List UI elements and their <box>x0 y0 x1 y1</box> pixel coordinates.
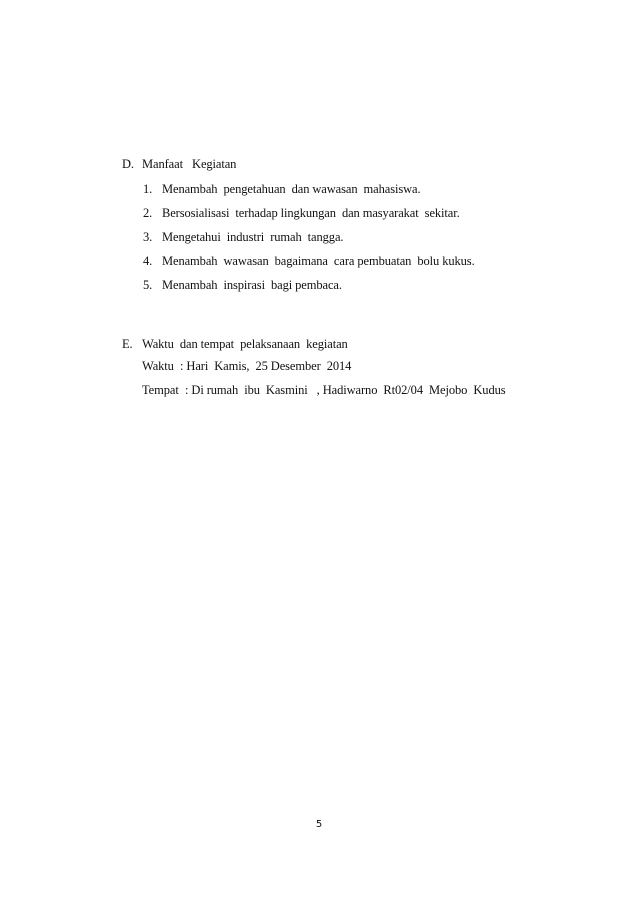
list-item <box>143 205 460 221</box>
detail-value: : Hari Kamis, 25 Desember 2014 <box>180 359 352 373</box>
list-item-number: 1. <box>143 182 153 196</box>
list-item <box>143 181 421 197</box>
section-d-heading: Manfaat Kegiatan <box>142 157 237 171</box>
section-d-heading-line <box>122 156 236 172</box>
list-item <box>143 277 342 293</box>
detail-value: : Di rumah ibu Kasmini , Hadiwarno Rt02/04 Mejobo Kudus <box>185 383 506 397</box>
section-e-heading: Waktu dan tempat pelaksanaan kegiatan <box>142 337 348 351</box>
page-number: 5 <box>315 819 323 830</box>
list-item-number: 4. <box>143 254 153 268</box>
list-item-number: 2. <box>143 206 153 220</box>
list-item <box>143 229 343 245</box>
detail-label: Waktu <box>142 359 174 373</box>
section-e-heading-line <box>122 336 348 352</box>
list-item-number: 5. <box>143 278 153 292</box>
list-item <box>143 253 475 269</box>
section-e-marker: E. <box>122 337 133 351</box>
section-d-marker: D. <box>122 157 134 171</box>
list-item-text: Bersosialisasi terhadap lingkungan dan masyarakat sekitar. <box>162 206 460 220</box>
list-item-text: Menambah wawasan bagaimana cara pembuatan bolu kukus. <box>162 254 475 268</box>
detail-label: Tempat <box>142 383 179 397</box>
list-item-text: Menambah pengetahuan dan wawasan mahasiswa. <box>162 182 421 196</box>
list-item-text: Menambah inspirasi bagi pembaca. <box>162 278 342 292</box>
detail-row-waktu <box>142 358 351 374</box>
list-item-number: 3. <box>143 230 153 244</box>
detail-row-tempat <box>142 382 506 398</box>
list-item-text: Mengetahui industri rumah tangga. <box>162 230 344 244</box>
